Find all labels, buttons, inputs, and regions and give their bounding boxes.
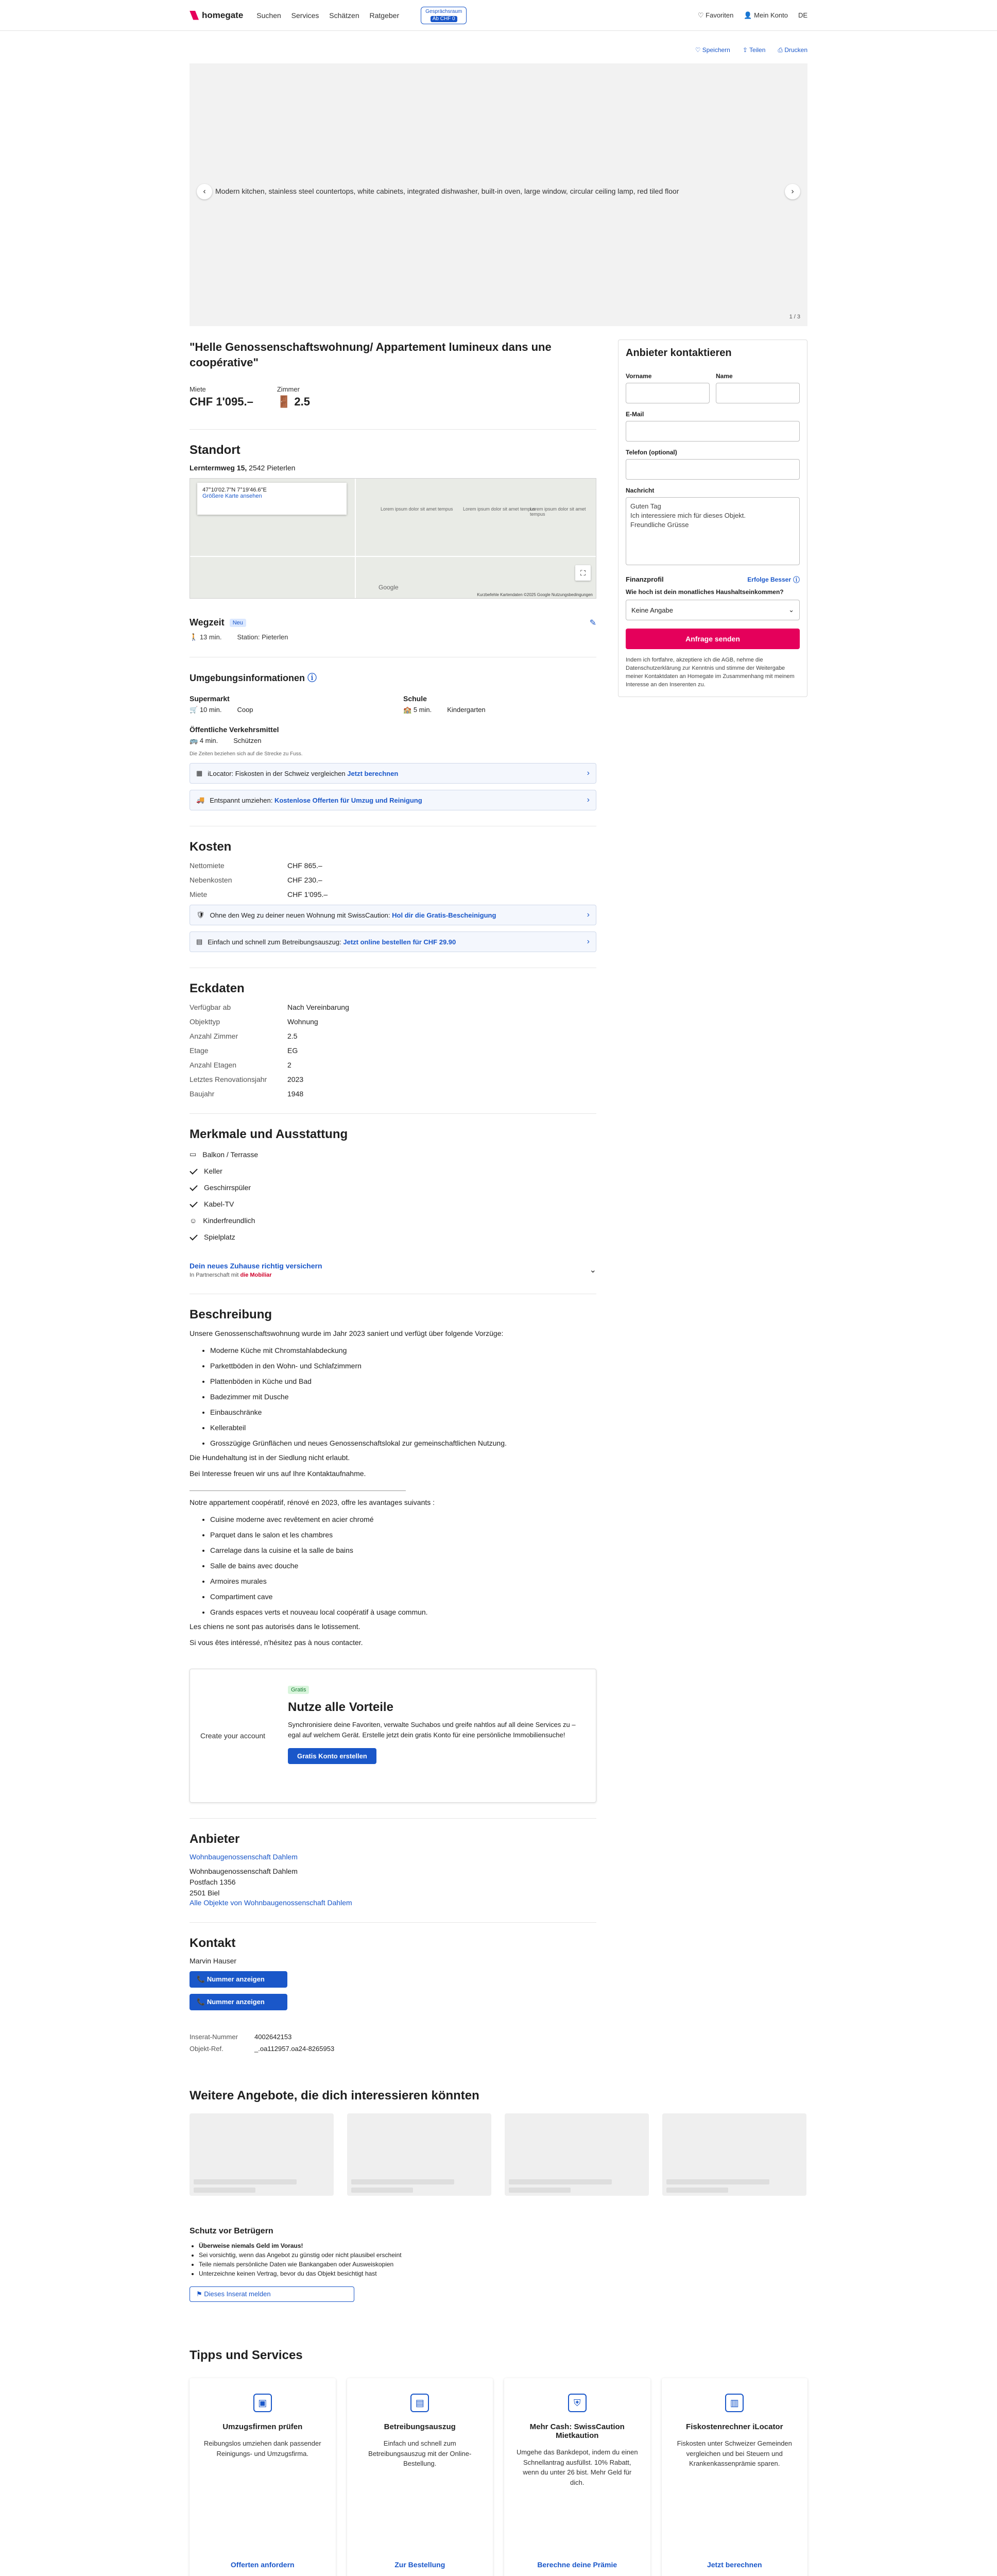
offer-card[interactable] (190, 2113, 334, 2196)
provider-link[interactable]: Wohnbaugenossenschaft Dahlem (190, 1853, 298, 1861)
map-icon: ▥ (725, 2394, 744, 2412)
chevron-right-icon: › (587, 769, 590, 778)
tips-cards (190, 2378, 807, 2576)
door-icon: 🚪 (277, 395, 291, 409)
offer-card[interactable] (347, 2113, 491, 2196)
share-button[interactable]: ⇪ Teilen (742, 46, 766, 54)
tip-card[interactable]: ▥ Fiskostenrechner iLocator Fiskosten unter Schweizer Gemeinden vergleichen und bei Steuern und Krankenkassenprämie sparen. Jetzt berechnen (662, 2378, 808, 2576)
fullscreen-icon[interactable]: ⛶ (575, 565, 591, 581)
key-facts: Miete CHF 1'095.– Zimmer 🚪 2.5 (190, 385, 310, 409)
edit-icon[interactable]: ✎ (589, 618, 596, 628)
provider-section: Anbieter Wohnbaugenossenschaft Dahlem Wohnbaugenossenschaft Dahlem Postfach 1356 2501 Biel Alle Objekte von Wohnbaugenossenschaft Dahlem (190, 1818, 596, 1922)
gallery-next-icon[interactable]: › (785, 184, 800, 199)
show-phone-button[interactable]: 📞 Nummer anzeigen (190, 1994, 287, 2010)
costs-table: Nettomiete CHF 865.– Nebenkosten CHF 230.– Miete CHF 1'095.– (190, 861, 328, 899)
feature-item: Keller (190, 1167, 596, 1175)
image-gallery[interactable] (190, 63, 807, 326)
chevron-down-icon[interactable]: ⌄ (589, 1266, 596, 1275)
check-icon (190, 1167, 198, 1175)
feature-item: Spielplatz (190, 1233, 596, 1241)
feature-item: ☺ Kinderfreundlich (190, 1216, 255, 1225)
gallery-image-description: Modern kitchen, stainless steel countertops, white cabinets, integrated dishwasher, built-in oven, large window, circular ceiling lamp, red tiled floor (215, 187, 679, 195)
tip-card[interactable]: ▣ Umzugsfirmen prüfen Reibungslos umziehen dank passender Reinigungs- und Umzugsfirma. Offerten anfordern (190, 2378, 336, 2576)
rent-value: CHF 1'095.– (190, 395, 253, 409)
fraud-section: Schutz vor Betrügern • Überweise niemals Geld im Voraus! • Sei vorsichtig, wenn das Angebot zu günstig oder nicht plausibel erscheint • Teile niemals persönliche Daten wie Bankangaben oder Ausweiskopien • Unterzeichne keinen Vertrag, bevor du das Objekt besichtigt hast ⚑ Dieses Inserat melden (190, 2227, 807, 2302)
email-input[interactable] (626, 421, 800, 442)
document-icon: ▤ (196, 938, 203, 946)
feature-item: Kabel-TV (190, 1200, 596, 1208)
environment-section: Umgebungsinformationen ⓘ Supermarkt 🛒 10 min. Coop Schule 🏫 5 min. Kindergarten Öffentliche Verkehrsmittel 🚌 4 min. Schützen Die Zeiten beziehen sich auf die Strecke zu Fuss. ▦ iLocator: Fiskosten in der Schweiz vergleichen Jetzt berechnen › 🚚 Entspannt umziehen: Kostenlose Offerten für Umzug und Reinigung › (190, 657, 596, 826)
gratis-badge: Gratis (288, 1686, 309, 1694)
mobiliar-logo: die Mobiliar (240, 1272, 272, 1279)
calculator-icon: ▦ (196, 769, 203, 777)
offer-card[interactable] (505, 2113, 649, 2196)
phone-icon: 📞 (197, 1975, 205, 1984)
message-textarea[interactable]: Guten Tag Ich interessiere mich für dieses Objekt. Freundliche Grüsse (626, 497, 800, 565)
contact-section: Kontakt Marvin Hauser 📞 Nummer anzeigen 📞 Nummer anzeigen Inserat-Nummer 4002642153 Objekt-Ref. _.oa112957.oa24-8265953 (190, 1922, 596, 2068)
last-name-input[interactable] (716, 383, 800, 403)
phone-input[interactable] (626, 459, 800, 480)
map-info-popup: 47°10'02.7"N 7°19'46.6"E Größere Karte ansehen (197, 483, 347, 515)
box-icon: ▣ (253, 2394, 272, 2412)
rooms-value: 🚪 2.5 (277, 395, 310, 409)
document-icon: ▤ (410, 2394, 429, 2412)
create-account-button[interactable]: Gratis Konto erstellen (288, 1748, 376, 1764)
nav-services[interactable]: Services (291, 11, 319, 20)
all-listings-link[interactable]: Alle Objekte von Wohnbaugenossenschaft Dahlem (190, 1899, 352, 1907)
shield-icon: ⛨ (568, 2394, 587, 2412)
more-offers-heading: Weitere Angebote, die dich interessieren könnten (190, 2089, 479, 2103)
env-transport: Öffentliche Verkehrsmittel 🚌 4 min. Schützen (190, 725, 279, 745)
account-link[interactable]: 👤 Mein Konto (744, 11, 788, 19)
check-icon (190, 1200, 198, 1208)
tip-card[interactable]: ▤ Betreibungsauszug Einfach und schnell zum Betreibungsauszug mit der Online-Bestellung. Zur Bestellung (347, 2378, 493, 2576)
reference-table: Inserat-Nummer 4002642153 Objekt-Ref. _.oa112957.oa24-8265953 (190, 2033, 335, 2053)
print-button[interactable]: ⎙ Drucken (778, 46, 807, 54)
address: Lerntermweg 15, 2542 Pieterlen (190, 464, 296, 472)
truck-icon: 🚚 (196, 796, 205, 804)
ilocator-promo[interactable]: ▦ iLocator: Fiskosten in der Schweiz vergleichen Jetzt berechnen › (190, 763, 596, 784)
bus-icon: 🚌 (190, 737, 198, 745)
moving-promo[interactable]: 🚚 Entspannt umziehen: Kostenlose Offerten für Umzug und Reinigung › (190, 790, 596, 810)
facts-section: Eckdaten Verfügbar ab Nach Vereinbarung Objekttyp Wohnung Anzahl Zimmer 2.5 Etage EG Anzahl Etagen 2 Letztes Renovationsjahr 2023 Baujahr 1948 (190, 968, 596, 1113)
logo-icon (190, 11, 199, 20)
chevron-right-icon: › (587, 937, 590, 946)
listing-main (190, 340, 596, 2068)
betreibung-promo[interactable]: ▤ Einfach und schnell zum Betreibungsauszug: Jetzt online bestellen für CHF 29.90 › (190, 931, 596, 952)
chevron-right-icon: › (587, 910, 590, 920)
costs-section: Kosten Nettomiete CHF 865.– Nebenkosten CHF 230.– Miete CHF 1'095.– 🛡 Ohne den Weg zu deiner neuen Wohnung mit SwissCaution: Hol dir die Gratis-Bescheinigung › ▤ Einfach und schnell zum Betreibungsauszug: Jetzt online bestellen für CHF 29.90 › (190, 826, 596, 968)
google-logo: Google (379, 584, 399, 591)
location-map[interactable]: 47°10'02.7"N 7°19'46.6"E Größere Karte ansehen Lorem ipsum dolor sit amet tempus Lorem ipsum dolor sit amet tempus Lorem ipsum dolor sit amet tempus ⛶ Google Kurzbefehle Kartendaten ©2025 Google Nutzungsbedingungen (190, 478, 596, 599)
info-icon[interactable]: ⓘ (307, 673, 317, 684)
feature-item: ▭ Balkon / Terrasse (190, 1150, 259, 1159)
facts-table: Verfügbar ab Nach Vereinbarung Objekttyp Wohnung Anzahl Zimmer 2.5 Etage EG Anzahl Etagen 2 Letztes Renovationsjahr 2023 Baujahr 1948 (190, 1003, 349, 1098)
swisscaution-promo[interactable]: 🛡 Ohne den Weg zu deiner neuen Wohnung mit SwissCaution: Hol dir die Gratis-Bescheinigung › (190, 905, 596, 925)
env-supermarket: Supermarkt 🛒 10 min. Coop (190, 694, 253, 714)
chevron-right-icon: › (587, 795, 590, 805)
first-name-input[interactable] (626, 383, 710, 403)
child-icon: ☺ (190, 1216, 197, 1225)
nav-schaetzen[interactable]: Schätzen (329, 11, 359, 20)
check-icon (190, 1183, 198, 1192)
shield-icon: 🛡 (196, 911, 205, 919)
contact-sidebar (618, 340, 807, 2068)
check-icon (190, 1233, 198, 1241)
contact-form: Anbieter kontaktieren Vorname Name E-Mail Telefon (optional) Nachricht Guten Tag Ich interessiere mich für dieses Objekt. Freundliche Grüsse Finanzprofil Erfolge Besser ⓘ Wie hoch ist dein monatliches Haushaltseinkommen? Keine Angabe ⌄ Anfrage senden Indem ich fortfahre, akzeptiere ich die AGB, nehme die Datenschutzerklärung zur Kenntnis und stimme der Weitergabe meiner Kontaktdaten an Homegate im Zusammenhang mit meinem Interesse an den Inserenten zu. (618, 340, 807, 697)
location-section: Standort Lerntermweg 15, 2542 Pieterlen 47°10'02.7"N 7°19'46.6"E Größere Karte ansehen Lorem ipsum dolor sit amet tempus Lorem ipsum dolor sit amet tempus Lorem ipsum dolor sit amet tempus ⛶ Google Kurzbefehle Kartendaten ©2025 Google Nutzungsbedingungen Wegzeit Neu ✎ 🚶 13 min. Station: Pieterlen (190, 429, 596, 657)
gallery-counter: 1 / 3 (789, 314, 800, 320)
finanz-link[interactable]: Erfolge Besser (747, 575, 791, 583)
gallery-prev-icon[interactable]: ‹ (197, 184, 212, 199)
features-section: Merkmale und Ausstattung ▭ Balkon / Terrasse Keller Geschirrspüler Kabel-TV ☺ Kinderfreundlich Spielplatz Dein neues Zuhause richtig versichern In Partnerschaft mit die Mobiliar ⌄ (190, 1113, 596, 1294)
info-icon[interactable]: ⓘ (793, 576, 800, 584)
description-section: Beschreibung Unsere Genossenschaftswohnung wurde im Jahr 2023 saniert und verfügt über folgende Vorzüge: • Moderne Küche mit Chromstahlabdeckung • Parkettböden in den Wohn- und Schlafzimmern • Plattenböden in Küche und Bad • Badezimmer mit Dusche • Einbauschränke • Kellerabteil • Grosszügige Grünflächen und neues Genossenschaftslokal zur gemeinschaftlichen Nutzung. Die Hundehaltung ist in der Siedlung nicht erlaubt. Bei Interesse freuen wir uns auf Ihre Kontaktaufnahme. Notre appartement coopératif, rénové en 2023, offre les avantages suivants : • Cuisine moderne avec revêtement en acier chromé • Parquet dans le salon et les chambres • Carrelage dans la cuisine et la salle de bains • Salle de bains avec douche • Armoires murales • Compartiment cave • Grands espaces verts et nouveau local coopératif à usage commun. Les chiens ne sont pas autorisés dans le lotissement. Si vous êtes intéressé, n'hésitez pas à nous contacter. Create your account Gratis Nutze alle Vorteile Synchronisiere deine Favoriten, verwalte Suchabos und greife nahtlos auf all deine Services zu – egal auf welchem Gerät. Erstelle jetzt dein gratis Konto für eine persönliche Immobiliensuche! Gratis Konto erstellen (190, 1294, 596, 1818)
travel-time: Wegzeit Neu ✎ (190, 617, 596, 628)
listing-actions (0, 31, 997, 63)
cart-icon: 🛒 (190, 706, 198, 714)
balcony-icon: ▭ (190, 1150, 197, 1159)
favorites-link[interactable]: ♡ Favoriten (697, 11, 734, 19)
listing-title: "Helle Genossenschaftswohnung/ Appartement lumineux dans une coopérative" (190, 341, 552, 369)
divider (190, 1490, 406, 1491)
create-account-card: Create your account Gratis Nutze alle Vorteile Synchronisiere deine Favoriten, verwalte Suchabos und greife nahtlos auf all deine Services zu – egal auf welchem Gerät. Erstelle jetzt dein gratis Konto für eine persönliche Immobiliensuche! Gratis Konto erstellen (190, 1669, 596, 1803)
top-navigation (0, 0, 997, 31)
offer-carousel (190, 2113, 807, 2196)
env-school: Schule 🏫 5 min. Kindergarten (403, 694, 486, 714)
income-select[interactable]: Keine Angabe ⌄ (626, 600, 800, 620)
feature-item: Geschirrspüler (190, 1183, 596, 1192)
main-nav (256, 11, 407, 20)
larger-map-link[interactable]: Größere Karte ansehen (202, 493, 262, 500)
language-switch[interactable]: DE (798, 11, 807, 19)
nav-suchen[interactable]: Suchen (256, 11, 281, 20)
tip-card[interactable]: ⛨ Mehr Cash: SwissCaution Mietkaution Umgehe das Bankdepot, indem du einen Schnellantrag ausfüllst. 10% Rabatt, wenn du unter 26 bist. Mehr Geld für dich. Berechne deine Prämie (504, 2378, 650, 2576)
insurance-promo[interactable]: Dein neues Zuhause richtig versichern In Partnerschaft mit die Mobiliar ⌄ (190, 1262, 596, 1279)
nav-ratgeber[interactable]: Ratgeber (369, 11, 400, 20)
report-listing-button[interactable]: ⚑ Dieses Inserat melden (190, 2286, 354, 2302)
homegate-logo[interactable]: homegate (190, 10, 243, 21)
new-badge: Neu (230, 619, 246, 627)
school-icon: 🏫 (403, 706, 412, 714)
walk-icon: 🚶 (190, 633, 198, 641)
save-button[interactable]: ♡ Speichern (695, 46, 730, 54)
phone-icon: 📞 (197, 1998, 205, 2006)
upgrade-button[interactable]: Gesprächsraum Ab CHF 0 (421, 7, 467, 24)
send-request-button[interactable]: Anfrage senden (626, 629, 800, 649)
chevron-down-icon: ⌄ (788, 606, 794, 614)
flag-icon: ⚑ (196, 2290, 202, 2298)
feature-list-fr: • Cuisine moderne avec revêtement en acier chromé • Parquet dans le salon et les chambres • Carrelage dans la cuisine et la salle de bains • Salle de bains avec douche • Armoires murales • Compartiment cave • Grands espaces verts et nouveau local coopératif à usage commun. (210, 1515, 596, 1616)
feature-list-de: • Moderne Küche mit Chromstahlabdeckung • Parkettböden in den Wohn- und Schlafzimmern • Plattenböden in Küche und Bad • Badezimmer mit Dusche • Einbauschränke • Kellerabteil • Grosszügige Grünflächen und neues Genossenschaftslokal zur gemeinschaftlichen Nutzung. (210, 1346, 596, 1447)
show-phone-button[interactable]: 📞 Nummer anzeigen (190, 1971, 287, 1988)
offer-card[interactable] (662, 2113, 806, 2196)
